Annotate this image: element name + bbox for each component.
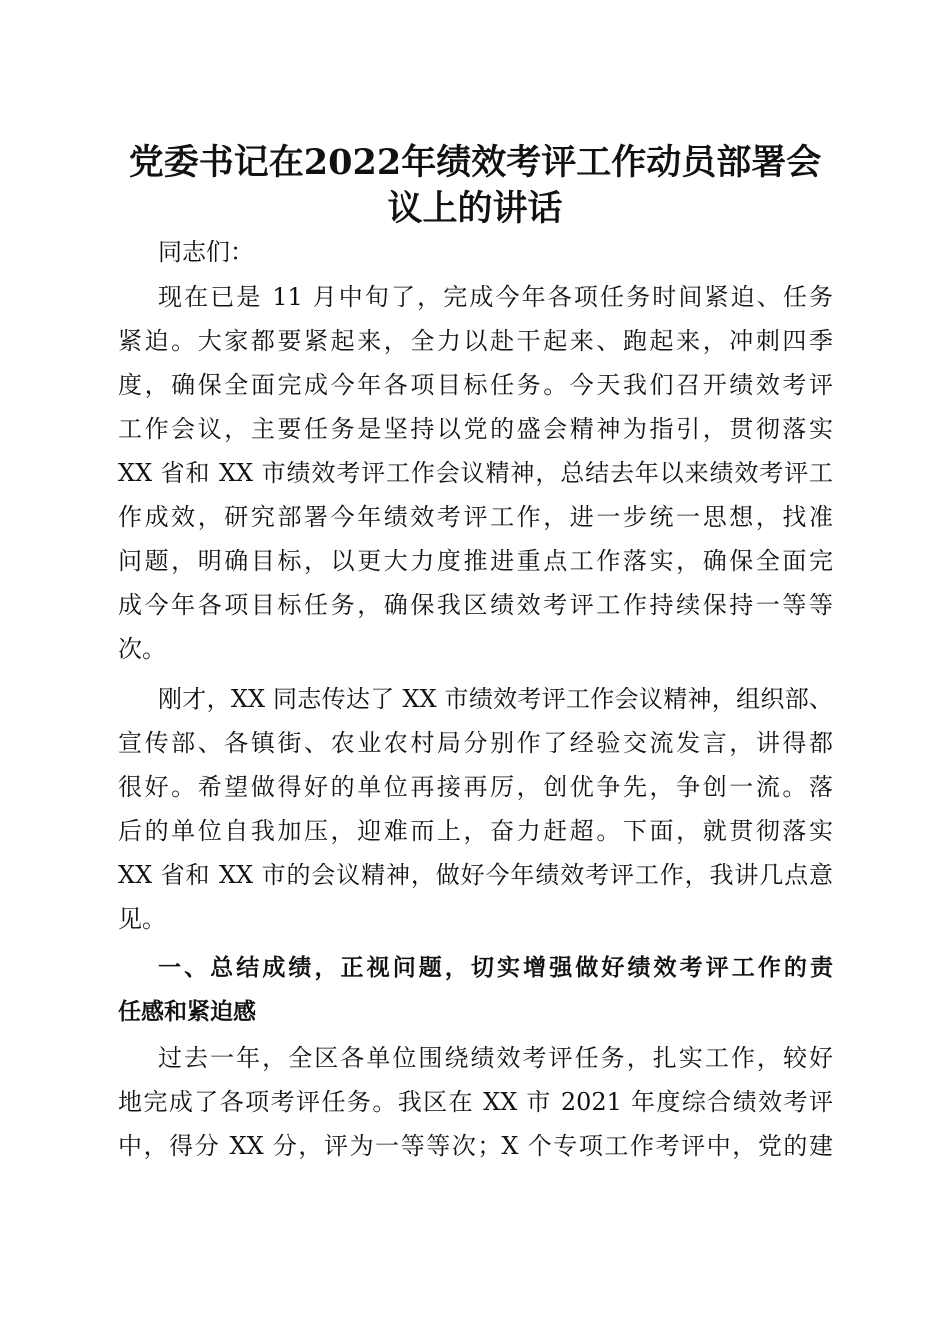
- paragraph-1-line: 作成效，研究部署今年绩效考评工作，进一步统一思想，找准: [118, 503, 833, 531]
- paragraph-1-line: XX 省和 XX 市绩效考评工作会议精神，总结去年以来绩效考评工: [118, 459, 833, 487]
- section-1-heading-line: 任感和紧迫感: [118, 999, 256, 1025]
- paragraph-1-line: 问题，明确目标，以更大力度推进重点工作落实，确保全面完: [118, 547, 833, 575]
- paragraph-1-line: 现在已是 11 月中旬了，完成今年各项任务时间紧迫、任务: [158, 283, 833, 311]
- paragraph-3-line: 地完成了各项考评任务。我区在 XX 市 2021 年度综合绩效考评: [118, 1088, 833, 1116]
- paragraph-2-line: 刚才，XX 同志传达了 XX 市绩效考评工作会议精神，组织部、: [158, 685, 833, 713]
- salutation: 同志们：: [158, 238, 254, 266]
- paragraph-2-line: 宣传部、各镇街、农业农村局分别作了经验交流发言，讲得都: [118, 729, 833, 757]
- document-title-line-1: 党委书记在2022年绩效考评工作动员部署会: [128, 142, 822, 183]
- paragraph-1-line: 次。: [118, 635, 166, 663]
- paragraph-3-line: 过去一年，全区各单位围绕绩效考评任务，扎实工作，较好: [158, 1044, 833, 1072]
- paragraph-1-line: 工作会议，主要任务是坚持以党的盛会精神为指引，贯彻落实: [118, 415, 833, 443]
- paragraph-3-line: 中，得分 XX 分，评为一等等次；X 个专项工作考评中，党的建: [118, 1132, 833, 1160]
- paragraph-2-line: 后的单位自我加压，迎难而上，奋力赶超。下面，就贯彻落实: [118, 817, 833, 845]
- section-1-heading: [118, 946, 833, 1034]
- paragraph-2: [118, 677, 833, 941]
- document-title-line-2: 议上的讲话: [387, 188, 563, 229]
- paragraph-2-line: 很好。希望做得好的单位再接再厉，创优争先，争创一流。落: [118, 773, 833, 801]
- section-1-heading-line: 一、总结成绩，正视问题，切实增强做好绩效考评工作的责: [158, 955, 833, 981]
- paragraph-1-line: 紧迫。大家都要紧起来，全力以赴干起来、跑起来，冲刺四季: [118, 327, 833, 355]
- paragraph-1: [118, 275, 833, 671]
- paragraph-2-line: XX 省和 XX 市的会议精神，做好今年绩效考评工作，我讲几点意: [118, 861, 833, 889]
- paragraph-2-line: 见。: [118, 905, 166, 933]
- paragraph-1-line: 度，确保全面完成今年各项目标任务。今天我们召开绩效考评: [118, 371, 833, 399]
- paragraph-3: [118, 1036, 833, 1168]
- paragraph-1-line: 成今年各项目标任务，确保我区绩效考评工作持续保持一等等: [118, 591, 833, 619]
